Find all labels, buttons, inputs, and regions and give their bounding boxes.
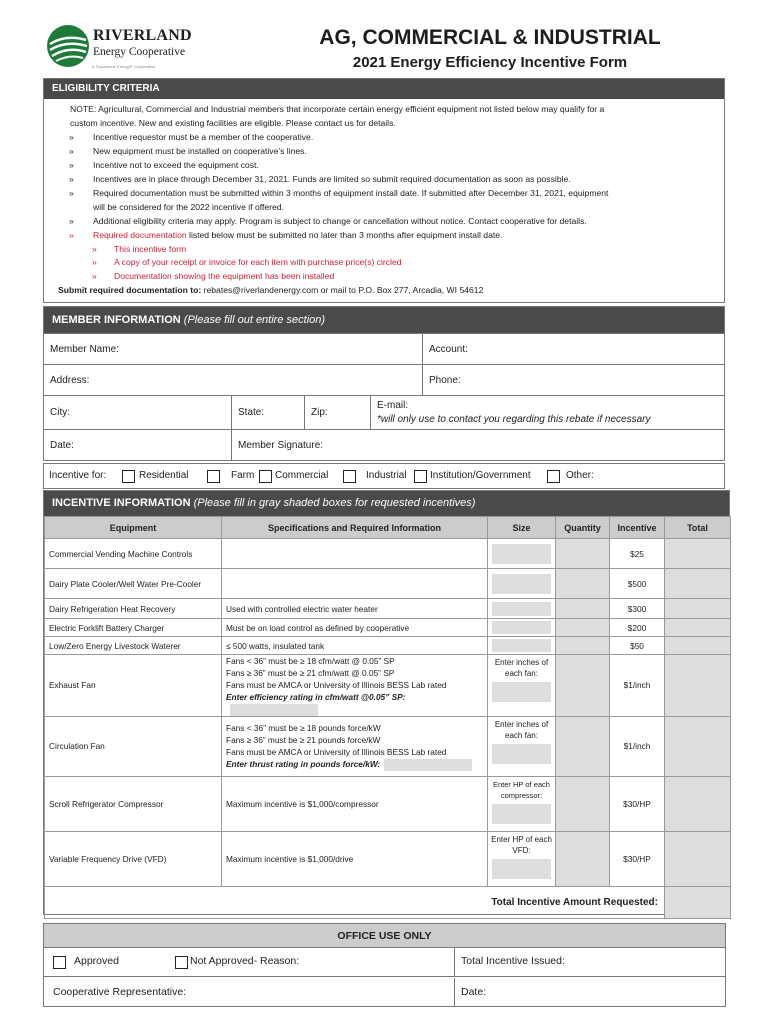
approved-checkbox[interactable] xyxy=(53,956,66,969)
col-quantity: Quantity xyxy=(556,517,610,539)
eligibility-item: » Required documentation must be submitted within 3 months of equipment install date. If submitted after December 31, 2021, equipment xyxy=(69,187,609,198)
eligibility-item: » Incentive not to exceed the equipment cost. xyxy=(69,159,259,170)
size-input[interactable] xyxy=(492,804,551,824)
eligibility-note-line1: NOTE: Agricultural, Commercial and Industrial members that incorporate certain energy efficient equipment not listed below may qualify for a xyxy=(70,104,605,114)
approved-label: Approved xyxy=(74,955,119,967)
col-size: Size xyxy=(488,517,556,539)
office-date-field[interactable]: Date: xyxy=(461,986,487,998)
residential-label: Residential xyxy=(139,470,189,481)
quantity-input[interactable] xyxy=(556,831,610,886)
table-row: Dairy Plate Cooler/Well Water Pre-Cooler $500 xyxy=(45,569,731,599)
table-row: Circulation Fan Fans < 36” must be ≥ 18 pounds force/kW Fans ≥ 36” must be ≥ 21 pounds force/kW Fans must be AMCA or University of Illinois BESS Lab rated Enter thrust rating in pounds force/kW: Enter inches of each fan: $1/inch xyxy=(45,716,731,776)
size-input[interactable] xyxy=(492,639,551,652)
incentive-table xyxy=(44,516,731,919)
table-row: Exhaust Fan Fans < 36” must be ≥ 18 cfm/watt @ 0.05” SP Fans ≥ 36” must be ≥ 21 cfm/watt @ 0.05” SP Fans must be AMCA or University of Illinois BESS Lab rated Enter efficiency rating in cfm/watt @0.05” SP: Enter inches of each fan: $1/inch xyxy=(45,655,731,717)
office-heading: OFFICE USE ONLY xyxy=(44,924,725,948)
institution-label: Institution/Government xyxy=(430,470,531,481)
quantity-input[interactable] xyxy=(556,539,610,569)
farm-checkbox[interactable] xyxy=(207,470,220,483)
city-field[interactable]: City: xyxy=(50,407,70,418)
riverland-logo xyxy=(46,24,192,76)
incentive-heading: INCENTIVE INFORMATION (Please fill in gray shaded boxes for requested incentives) xyxy=(44,491,729,516)
size-input[interactable] xyxy=(492,602,551,616)
col-incentive: Incentive xyxy=(610,517,665,539)
table-header-row xyxy=(45,517,731,539)
size-input[interactable] xyxy=(492,682,551,702)
total-input[interactable] xyxy=(665,637,731,655)
other-label: Other: xyxy=(566,470,594,481)
residential-checkbox[interactable] xyxy=(122,470,135,483)
eligibility-item: » New equipment must be installed on cooperative’s lines. xyxy=(69,145,307,156)
table-row: Dairy Refrigeration Heat Recovery Used with controlled electric water heater $300 xyxy=(45,599,731,619)
required-doc-item: » A copy of your receipt or invoice for each item with purchase price(s) circled xyxy=(92,257,402,268)
total-requested-input[interactable] xyxy=(665,886,731,918)
riverland-logo-icon xyxy=(46,24,90,68)
total-input[interactable] xyxy=(665,539,731,569)
col-total: Total xyxy=(665,517,731,539)
not-approved-label: Not Approved- Reason: xyxy=(190,955,300,967)
zip-field[interactable]: Zip: xyxy=(304,396,370,429)
incentive-information-section xyxy=(43,490,730,915)
state-field[interactable]: State: xyxy=(231,396,304,429)
office-use-section xyxy=(43,923,726,1007)
total-input[interactable] xyxy=(665,776,731,831)
total-input[interactable] xyxy=(665,655,731,717)
form-title: AG, COMMERCIAL & INDUSTRIAL xyxy=(319,26,661,49)
eligibility-item: » Additional eligibility criteria may apply. Program is subject to change or cancellation without notice. Contact cooperative for details. xyxy=(69,215,587,226)
efficiency-rating-input[interactable] xyxy=(230,704,318,716)
total-input[interactable] xyxy=(665,599,731,619)
eligibility-heading: ELIGIBILITY CRITERIA xyxy=(44,79,724,99)
commercial-checkbox[interactable] xyxy=(259,470,272,483)
size-input[interactable] xyxy=(492,621,551,634)
eligibility-item: » Incentives are in place through December 31, 2021. Funds are limited so submit required documentation as soon as possible. xyxy=(69,173,571,184)
date-field[interactable]: Date: xyxy=(50,439,74,451)
industrial-checkbox[interactable] xyxy=(343,470,356,483)
table-row: Variable Frequency Drive (VFD) Maximum incentive is $1,000/drive Enter HP of each VFD: $30/HP xyxy=(45,831,731,886)
total-input[interactable] xyxy=(665,619,731,637)
eligibility-item: » Incentive requestor must be a member of the cooperative. xyxy=(69,131,314,142)
quantity-input[interactable] xyxy=(556,599,610,619)
table-row: Commercial Vending Machine Controls $25 xyxy=(45,539,731,569)
farm-label: Farm xyxy=(231,470,255,481)
eligibility-note-line2: custom incentive. New and existing facilities are eligible. Please contact us for details. xyxy=(70,117,396,128)
table-row: Electric Forklift Battery Charger Must be on load control as defined by cooperative $200 xyxy=(45,619,731,637)
size-input[interactable] xyxy=(492,744,551,764)
quantity-input[interactable] xyxy=(556,776,610,831)
quantity-input[interactable] xyxy=(556,569,610,599)
member-name-field[interactable]: Member Name: xyxy=(50,343,119,355)
org-tagline: A Touchstone Energy® Cooperative xyxy=(92,64,156,69)
quantity-input[interactable] xyxy=(556,655,610,717)
member-signature-field[interactable]: Member Signature: xyxy=(231,430,724,460)
account-field[interactable]: Account: xyxy=(422,334,724,364)
incentive-for-row xyxy=(43,463,725,489)
org-name: RIVERLAND xyxy=(93,27,192,44)
industrial-label: Industrial xyxy=(366,470,407,481)
total-issued-field[interactable]: Total Incentive Issued: xyxy=(461,955,565,967)
table-row: Scroll Refrigerator Compressor Maximum incentive is $1,000/compressor Enter HP of each compressor: $30/HP xyxy=(45,776,731,831)
cooperative-rep-field[interactable]: Cooperative Representative: xyxy=(53,986,187,998)
col-specifications: Specifications and Required Information xyxy=(222,517,488,539)
total-row xyxy=(45,886,731,918)
required-doc-item: » Documentation showing the equipment has been installed xyxy=(92,271,335,282)
col-equipment: Equipment xyxy=(45,517,222,539)
email-field[interactable]: E-mail: *will only use to contact you regarding this rebate if necessary xyxy=(370,396,724,429)
thrust-rating-input[interactable] xyxy=(384,759,472,771)
phone-field[interactable]: Phone: xyxy=(422,365,724,395)
table-row: Low/Zero Energy Livestock Waterer ≤ 500 watts, insulated tank $50 xyxy=(45,637,731,655)
required-doc-item: » This incentive form xyxy=(92,243,187,254)
total-requested-label: Total Incentive Amount Requested: xyxy=(45,886,665,918)
quantity-input[interactable] xyxy=(556,637,610,655)
not-approved-checkbox[interactable] xyxy=(175,956,188,969)
size-input[interactable] xyxy=(492,544,551,564)
incentive-for-label: Incentive for: xyxy=(49,470,107,481)
quantity-input[interactable] xyxy=(556,619,610,637)
total-input[interactable] xyxy=(665,831,731,886)
submit-instructions: Submit required documentation to: rebates@riverlandenergy.com or mail to P.O. Box 277, Arcadia, WI 54612 xyxy=(58,285,484,296)
size-input[interactable] xyxy=(492,859,551,879)
commercial-label: Commercial xyxy=(275,470,329,481)
form-subtitle: 2021 Energy Efficiency Incentive Form xyxy=(352,54,628,71)
eligibility-item-cont: will be considered for the 2022 incentive if offered. xyxy=(93,201,284,212)
address-field[interactable]: Address: xyxy=(50,374,90,386)
eligibility-section xyxy=(43,78,725,303)
org-subtitle: Energy Cooperative xyxy=(93,46,186,58)
total-input[interactable] xyxy=(665,569,731,599)
eligibility-required-docs: » Required documentation listed below must be submitted no later than 3 months after equipment install date. xyxy=(69,229,503,240)
total-input[interactable] xyxy=(665,716,731,776)
quantity-input[interactable] xyxy=(556,716,610,776)
member-heading: MEMBER INFORMATION (Please fill out entire section) xyxy=(44,307,724,333)
size-input[interactable] xyxy=(492,574,551,594)
member-information-section xyxy=(43,306,725,461)
other-checkbox[interactable] xyxy=(547,470,560,483)
institution-checkbox[interactable] xyxy=(414,470,427,483)
